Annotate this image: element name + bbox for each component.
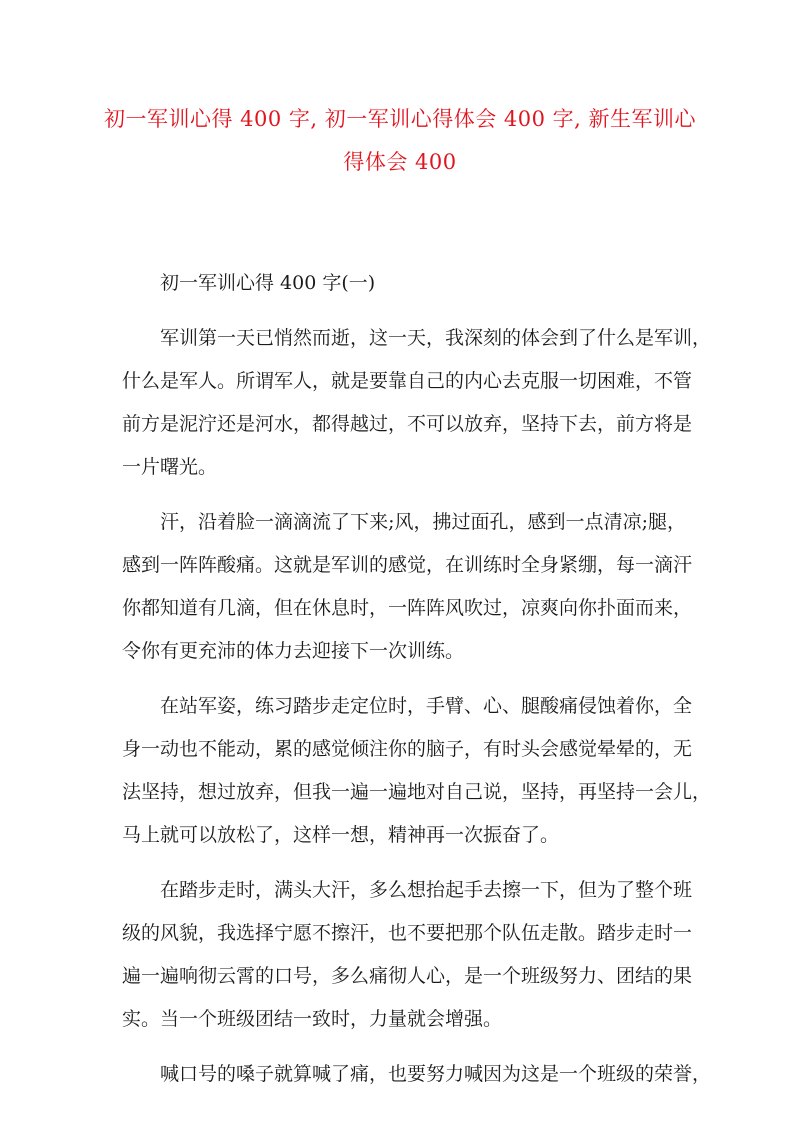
paragraph-line: 实。当一个班级团结一致时，力量就会增强。 xyxy=(122,1008,503,1030)
paragraph xyxy=(122,1053,712,1096)
paragraph xyxy=(122,317,712,489)
paragraph-line: 喊口号的嗓子就算喊了痛，也要努力喊因为这是一个班级的荣誉， xyxy=(160,1063,712,1085)
document-title xyxy=(100,98,700,184)
paragraph-line: 遍一遍响彻云霄的口号，多么痛彻人心，是一个班级努力、团结的果 xyxy=(122,965,693,987)
paragraph-line: 感到一阵阵酸痛。这就是军训的感觉，在训练时全身紧绷，每一滴汗 xyxy=(122,554,693,576)
paragraph xyxy=(122,685,712,857)
paragraph-line: 一片曙光。 xyxy=(122,456,218,478)
paragraph-line: 你都知道有几滴，但在休息时，一阵阵风吹过，凉爽向你扑面而来， xyxy=(122,597,693,619)
paragraph-line: 级的风貌，我选择宁愿不擦汗，也不要把那个队伍走散。踏步走时一 xyxy=(122,922,693,944)
paragraph-line: 汗，沿着脸一滴滴流了下来;风，拂过面孔，感到一点清凉;腿， xyxy=(160,511,686,533)
paragraph-line: 法坚持，想过放弃，但我一遍一遍地对自己说，坚持，再坚持一会儿， xyxy=(122,781,712,803)
paragraph xyxy=(122,869,693,1041)
paragraph-line: 什么是军人。所谓军人，就是要靠自己的内心去克服一切困难，不管 xyxy=(122,370,693,392)
paragraph-line: 马上就可以放松了，这样一想，精神再一次振奋了。 xyxy=(122,824,560,846)
paragraph xyxy=(122,501,693,673)
title-line: 初一军训心得 400 字, 初一军训心得体会 400 字, 新生军训心 xyxy=(103,107,697,131)
paragraph-line: 在踏步走时，满头大汗，多么想抬起手去擦一下，但为了整个班 xyxy=(160,879,693,901)
paragraph-line: 前方是泥泞还是河水，都得越过，不可以放弃，坚持下去，前方将是 xyxy=(122,413,693,435)
section-heading: 初一军训心得 400 字(一) xyxy=(160,272,376,294)
paragraph-line: 身一动也不能动，累的感觉倾注你的脑子，有时头会感觉晕晕的，无 xyxy=(122,738,693,760)
paragraph-line: 令你有更充沛的体力去迎接下一次训练。 xyxy=(122,640,465,662)
paragraph-line: 在站军姿，练习踏步走定位时，手臂、心、腿酸痛侵蚀着你，全 xyxy=(160,695,693,717)
document-body xyxy=(122,262,712,1108)
paragraph-line: 军训第一天已悄然而逝，这一天，我深刻的体会到了什么是军训， xyxy=(160,327,712,349)
title-line: 得体会 400 xyxy=(343,150,457,174)
